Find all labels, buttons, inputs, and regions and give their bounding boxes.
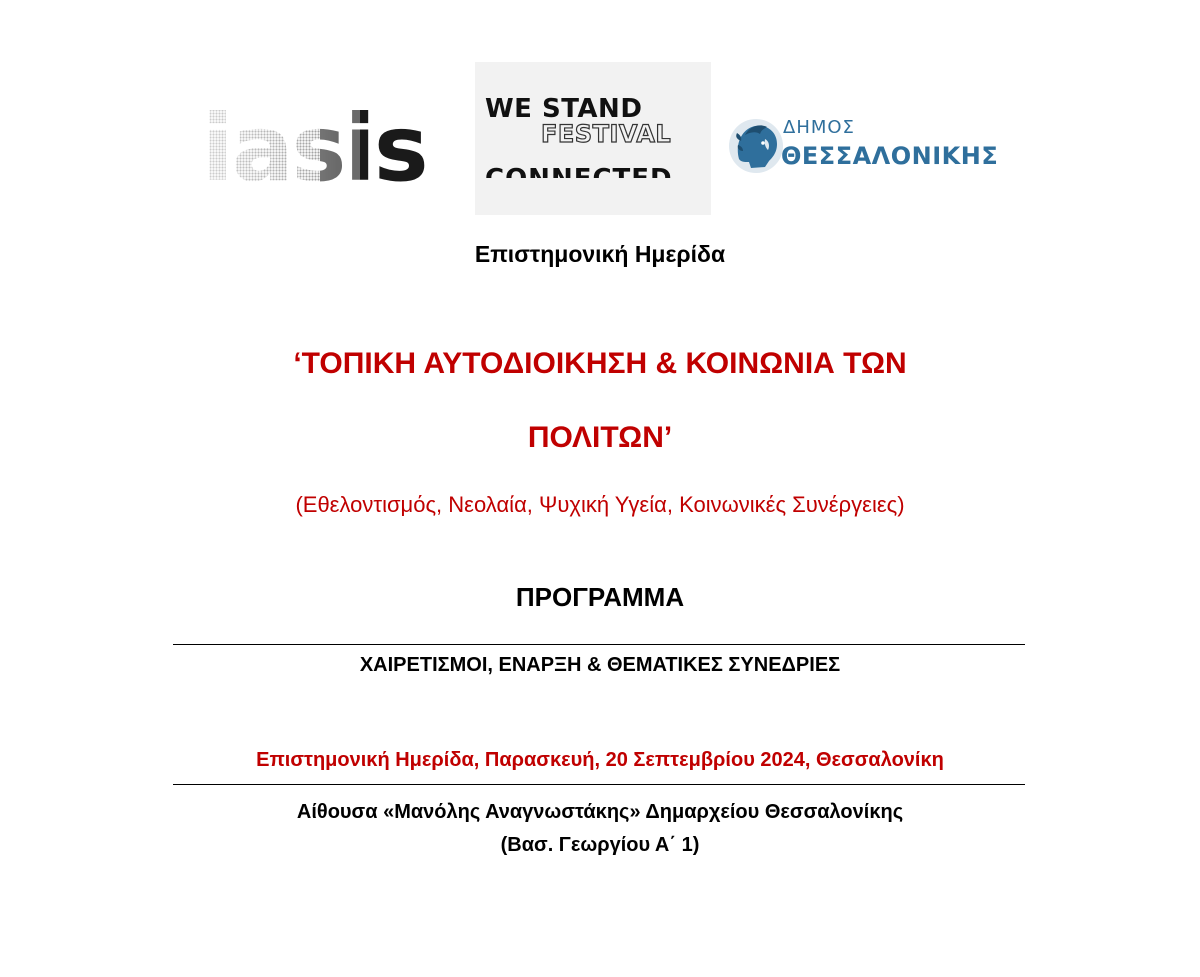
event-title-line-2: ΠΟΛΙΤΩΝ’ xyxy=(527,421,673,454)
event-type-heading: Επιστημονική Ημερίδα xyxy=(474,241,726,267)
divider-top xyxy=(173,644,1025,645)
event-topics: (Εθελοντισμός, Νεολαία, Ψυχική Υγεία, Κοινωνικές Συνέργειες) xyxy=(295,492,905,517)
festival-logo-mask-bottom xyxy=(475,178,711,215)
connected-we-stand-festival-logo xyxy=(475,62,711,215)
dimos-thessalonikis-logo xyxy=(725,112,999,182)
programme-heading: ΠΡΟΓΡΑΜΜΑ xyxy=(515,582,685,612)
alexander-head-emblem-icon xyxy=(725,115,787,177)
event-title-line-1: ‘ΤΟΠΙΚΗ ΑΥΤΟΔΙΟΙΚΗΣΗ & ΚΟΙΝΩΝΙΑ ΤΩΝ xyxy=(293,347,907,380)
event-date-location: Επιστημονική Ημερίδα, Παρασκευή, 20 Σεπτεμβρίου 2024, Θεσσαλονίκη xyxy=(256,749,944,771)
venue-name: Αίθουσα «Μανόλης Αναγνωστάκης» Δημαρχείου Θεσσαλονίκης xyxy=(296,801,904,823)
dimos-label: ΔΗΜΟΣ xyxy=(783,117,855,138)
thessalonikis-label: ΘΕΣΣΑΛΟΝΙΚΗΣ xyxy=(781,142,999,170)
festival-logo-mask-top xyxy=(475,62,711,72)
divider-bottom xyxy=(173,784,1025,785)
festival-logo-festival: FESTIVAL xyxy=(541,120,672,148)
iasis-logo xyxy=(200,88,450,188)
festival-logo-we-stand: WE STAND xyxy=(485,94,643,124)
iasis-logo-mark xyxy=(200,88,450,188)
venue-address: (Βασ. Γεωργίου Α΄ 1) xyxy=(500,834,700,856)
sessions-heading: ΧΑΙΡΕΤΙΣΜΟΙ, ΕΝΑΡΞΗ & ΘΕΜΑΤΙΚΕΣ ΣΥΝΕΔΡΙΕΣ xyxy=(359,654,841,676)
